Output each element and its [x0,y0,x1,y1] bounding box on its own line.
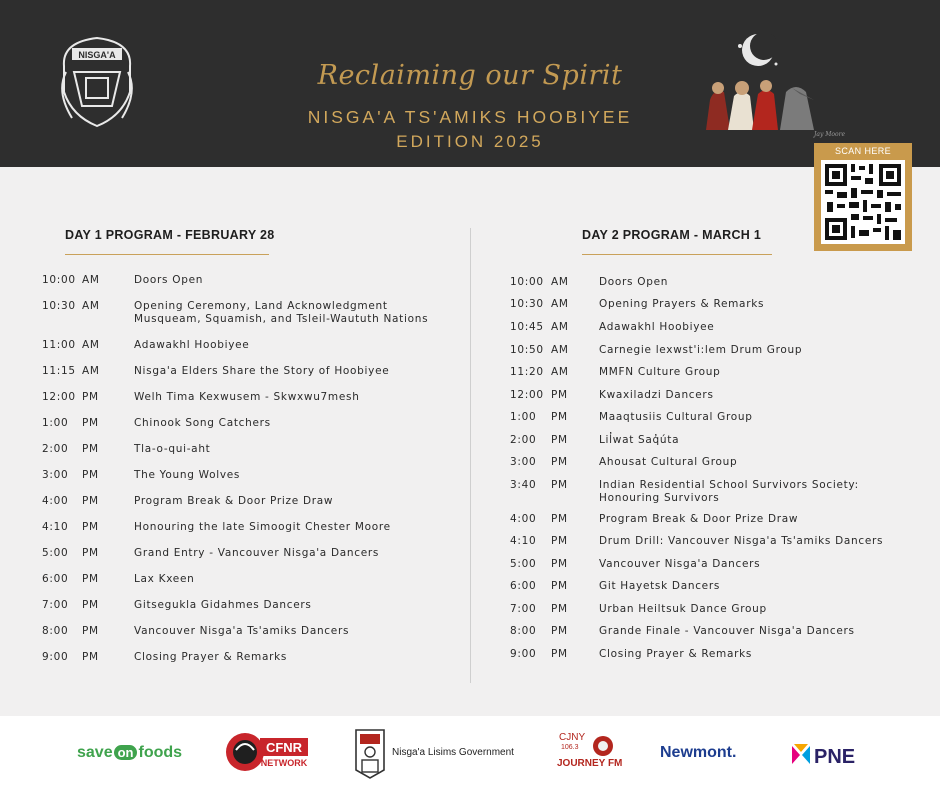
qr-code-icon [821,160,905,244]
qr-code-box[interactable] [814,143,912,251]
schedule-row [42,599,462,627]
row-event: Opening Prayers & Remarks [599,298,765,310]
row-ampm: PM [551,535,568,547]
row-time: 7:00 [42,599,69,611]
row-ampm: PM [551,625,568,637]
row-ampm: PM [551,479,568,491]
nisgaa-crest-logo [52,32,142,130]
row-event: Grande Finale - Vancouver Nisga'a Dancers [599,625,855,637]
row-event: Gitsegukla Gidahmes Dancers [134,599,312,611]
day1-underline [65,254,269,255]
row-time: 11:20 [510,366,544,378]
row-ampm: AM [82,274,100,286]
row-ampm: PM [551,389,568,401]
row-event: Git Hayetsk Dancers [599,580,721,592]
schedule-row [42,469,462,497]
row-event: Closing Prayer & Remarks [134,651,288,663]
row-time: 11:15 [42,365,76,377]
row-ampm: PM [551,648,568,660]
row-time: 10:30 [42,300,76,312]
logo-text: NISGA'A [78,50,116,60]
edition-title: EDITION 2025 [396,132,544,151]
row-event: Urban Heiltsuk Dance Group [599,603,767,615]
row-event: Program Break & Door Prize Draw [134,495,334,507]
schedule-row [42,651,462,679]
column-divider [470,228,471,683]
svg-text:CFNR: CFNR [265,740,303,755]
row-event: Chinook Song Catchers [134,417,271,429]
row-ampm: PM [82,391,99,403]
schedule-row [42,365,462,393]
row-ampm: PM [82,495,99,507]
row-time: 10:45 [510,321,544,333]
row-event: Doors Open [134,274,204,286]
row-ampm: PM [551,411,568,423]
row-ampm: PM [551,558,568,570]
row-ampm: PM [82,599,99,611]
row-time: 9:00 [42,651,69,663]
row-event: Maaqtusiis Cultural Group [599,411,753,423]
event-title: NISGA'A TS'AMIKS HOOBIYEE [307,107,633,127]
row-time: 4:10 [510,535,537,547]
row-time: 6:00 [42,573,69,585]
row-event: Vancouver Nisga'a Dancers [599,558,761,570]
row-event: The Young Wolves [134,469,241,481]
row-time: 12:00 [42,391,76,403]
schedule-row [42,547,462,575]
row-time: 12:00 [510,389,544,401]
cjny-journey-fm-logo [555,728,625,778]
row-event: Nisga'a Elders Share the Story of Hoobiyee [134,365,390,377]
row-ampm: PM [82,417,99,429]
row-event: Ahousat Cultural Group [599,456,738,468]
row-event: Lax Kxeen [134,573,195,585]
row-time: 10:00 [510,276,544,288]
svg-text:NETWORK: NETWORK [260,758,308,768]
schedule-row [510,479,930,507]
nisgaa-lisims-government-text: Nisga'a Lisims Government [392,747,514,758]
row-ampm: AM [551,298,569,310]
row-ampm: AM [551,321,569,333]
schedule-row [42,339,462,367]
art-signature: Jay Moore [814,131,846,138]
row-event: Indian Residential School Survivors Society: [599,479,859,491]
row-ampm: PM [551,456,568,468]
row-ampm: PM [551,434,568,446]
row-event: Grand Entry - Vancouver Nisga'a Dancers [134,547,380,559]
row-time: 3:40 [510,479,537,491]
svg-text:106.3: 106.3 [561,744,579,751]
row-ampm: PM [82,547,99,559]
row-time: 8:00 [510,625,537,637]
save-on-foods-logo: save on foods [77,744,183,761]
row-event: Kwaxiladzi Dancers [599,389,714,401]
row-event: Welh Tima Kexwusem - Skwxwu7mesh [134,391,360,403]
row-time: 1:00 [42,417,69,429]
row-event-continued: Honouring Survivors [599,492,720,504]
row-event: Opening Ceremony, Land Acknowledgment [134,300,388,312]
row-ampm: PM [551,603,568,615]
schedule-row [42,300,462,328]
row-ampm: PM [551,580,568,592]
row-time: 4:10 [42,521,69,533]
schedule-row [42,274,462,302]
script-title: Reclaiming our Spirit [317,60,623,91]
row-ampm: PM [551,513,568,525]
newmont-logo: Newmont. [660,744,737,761]
schedule-row [42,495,462,523]
row-time: 2:00 [42,443,69,455]
day1-heading: DAY 1 PROGRAM - FEBRUARY 28 [65,228,275,242]
svg-text:PNE: PNE [814,746,856,768]
row-time: 4:00 [510,513,537,525]
row-ampm: AM [551,366,569,378]
row-time: 3:00 [510,456,537,468]
schedule-row [42,417,462,445]
row-ampm: AM [82,300,100,312]
row-time: 10:00 [42,274,76,286]
svg-text:JOURNEY FM: JOURNEY FM [557,758,623,769]
pne-logo [790,742,860,768]
row-ampm: PM [82,573,99,585]
row-ampm: PM [82,443,99,455]
day2-heading: DAY 2 PROGRAM - MARCH 1 [582,228,762,242]
row-ampm: AM [551,276,569,288]
header-banner [0,0,940,167]
row-time: 5:00 [510,558,537,570]
row-time: 7:00 [510,603,537,615]
row-ampm: PM [82,521,99,533]
row-ampm: AM [82,339,100,351]
row-event: Honouring the late Simoogit Chester Moore [134,521,391,533]
row-event: Closing Prayer & Remarks [599,648,753,660]
row-event: Adawakhl Hoobiyee [134,339,250,351]
row-time: 9:00 [510,648,537,660]
row-ampm: PM [82,625,99,637]
schedule-row [510,648,930,676]
row-ampm: PM [82,651,99,663]
svg-text:CJNY: CJNY [559,732,586,743]
row-event-continued: Musqueam, Squamish, and Tsleil-Waututh Nations [134,313,429,325]
row-event: Drum Drill: Vancouver Nisga'a Ts'amiks Dancers [599,535,884,547]
row-time: 5:00 [42,547,69,559]
row-event: Program Break & Door Prize Draw [599,513,799,525]
row-event: MMFN Culture Group [599,366,721,378]
day2-underline [582,254,772,255]
schedule-row [42,521,462,549]
row-time: 10:30 [510,298,544,310]
schedule-row [42,443,462,471]
row-event: Adawakhl Hoobiyee [599,321,715,333]
cfnr-network-logo [224,730,310,774]
row-event: Tla-o-qui-aht [134,443,211,455]
row-ampm: PM [82,469,99,481]
row-event: Vancouver Nisga'a Ts'amiks Dancers [134,625,350,637]
schedule-row [42,573,462,601]
row-time: 10:50 [510,344,544,356]
row-time: 1:00 [510,411,537,423]
row-event: Lil̓wat Saq̓úta [599,434,680,446]
row-event: Doors Open [599,276,669,288]
schedule-row [42,625,462,653]
sponsor-footer [0,716,940,788]
nisgaa-lisims-crest-icon [352,726,388,780]
row-time: 4:00 [42,495,69,507]
row-time: 3:00 [42,469,69,481]
dancers-artwork-icon [696,30,846,138]
row-time: 6:00 [510,580,537,592]
row-ampm: AM [551,344,569,356]
row-time: 8:00 [42,625,69,637]
schedule-row [42,391,462,419]
qr-label: SCAN HERE [834,146,892,156]
row-time: 2:00 [510,434,537,446]
row-ampm: AM [82,365,100,377]
row-time: 11:00 [42,339,76,351]
row-event: Carnegie lexwst'i:lem Drum Group [599,344,803,356]
